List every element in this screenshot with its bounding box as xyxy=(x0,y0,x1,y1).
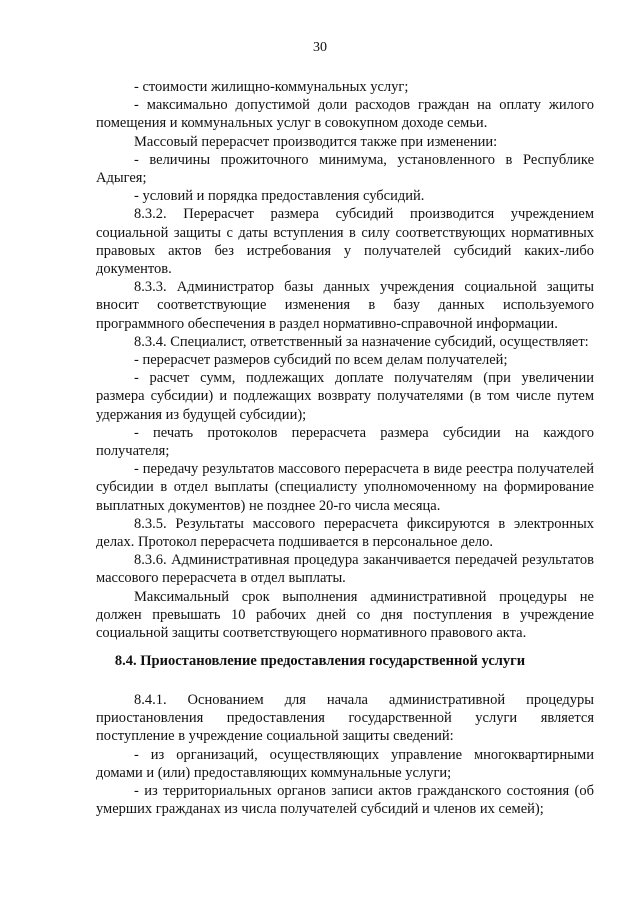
paragraph: 8.4.1. Основанием для начала административной процедуры приостановления предоставления государственной услуги является поступление в учреждение социальной защиты сведений: xyxy=(96,692,594,745)
text-block-recalculation xyxy=(96,78,594,642)
page-number: 30 xyxy=(313,40,327,55)
text-block-suspension xyxy=(96,691,594,818)
section-heading: 8.4. Приостановление предоставления государственной услуги xyxy=(114,653,526,669)
paragraph: 8.3.3. Администратор базы данных учреждения социальной защиты вносит соответствующие изменения в базу данных используемого программного обеспечения в раздел нормативно-справочной информации. xyxy=(96,279,594,332)
paragraph: - перерасчет размеров субсидий по всем делам получателей; xyxy=(134,352,508,369)
paragraph: - расчет сумм, подлежащих доплате получателям (при увеличении размера субсидии) и подлежащих возврату получателями (в том числе путем удержания из будущей субсидии); xyxy=(96,370,594,423)
paragraph: - передачу результатов массового перерасчета в виде реестра получателей субсидии в отдел выплаты (специалисту уполномоченному на формирование выплатных документов) не позднее 20-го числа месяца. xyxy=(96,461,594,514)
paragraph: - условий и порядка предоставления субсидий. xyxy=(134,188,425,205)
paragraph: 8.3.6. Административная процедура заканчивается передачей результатов массового перерасчета в отдел выплаты. xyxy=(96,552,594,587)
paragraph: - стоимости жилищно-коммунальных услуг; xyxy=(134,79,409,95)
paragraph: Массовый перерасчет производится также при изменении: xyxy=(134,133,498,150)
paragraph: Максимальный срок выполнения административной процедуры не должен превышать 10 рабочих дней со дня поступления в учреждение социальной защиты соответствующего нормативного правового акта. xyxy=(96,588,594,642)
paragraph: - печать протоколов перерасчета размера субсидии на каждого получателя; xyxy=(96,424,594,460)
paragraph: - из организаций, осуществляющих управление многоквартирными домами и (или) предоставляющих коммунальные услуги; xyxy=(96,746,594,781)
paragraph: 8.3.4. Специалист, ответственный за назначение субсидий, осуществляет: xyxy=(134,333,589,350)
paragraph: - максимально допустимой доли расходов граждан на оплату жилого помещения и коммунальных услуг в совокупном доходе семьи. xyxy=(96,97,594,132)
paragraph: - из территориальных органов записи актов гражданского состояния (об умерших гражданах из числа получателей субсидий и членов их семей); xyxy=(96,783,594,818)
paragraph: 8.3.2. Перерасчет размера субсидий производится учреждением социальной защиты с даты вступления в силу соответствующих нормативных правовых актов без истребования у получателей субсидий каких-либо документов. xyxy=(96,206,594,278)
paragraph: - величины прожиточного минимума, установленного в Республике Адыгея; xyxy=(96,151,594,187)
paragraph: 8.3.5. Результаты массового перерасчета фиксируются в электронных делах. Протокол перерасчета подшивается в персональное дело. xyxy=(96,515,594,551)
